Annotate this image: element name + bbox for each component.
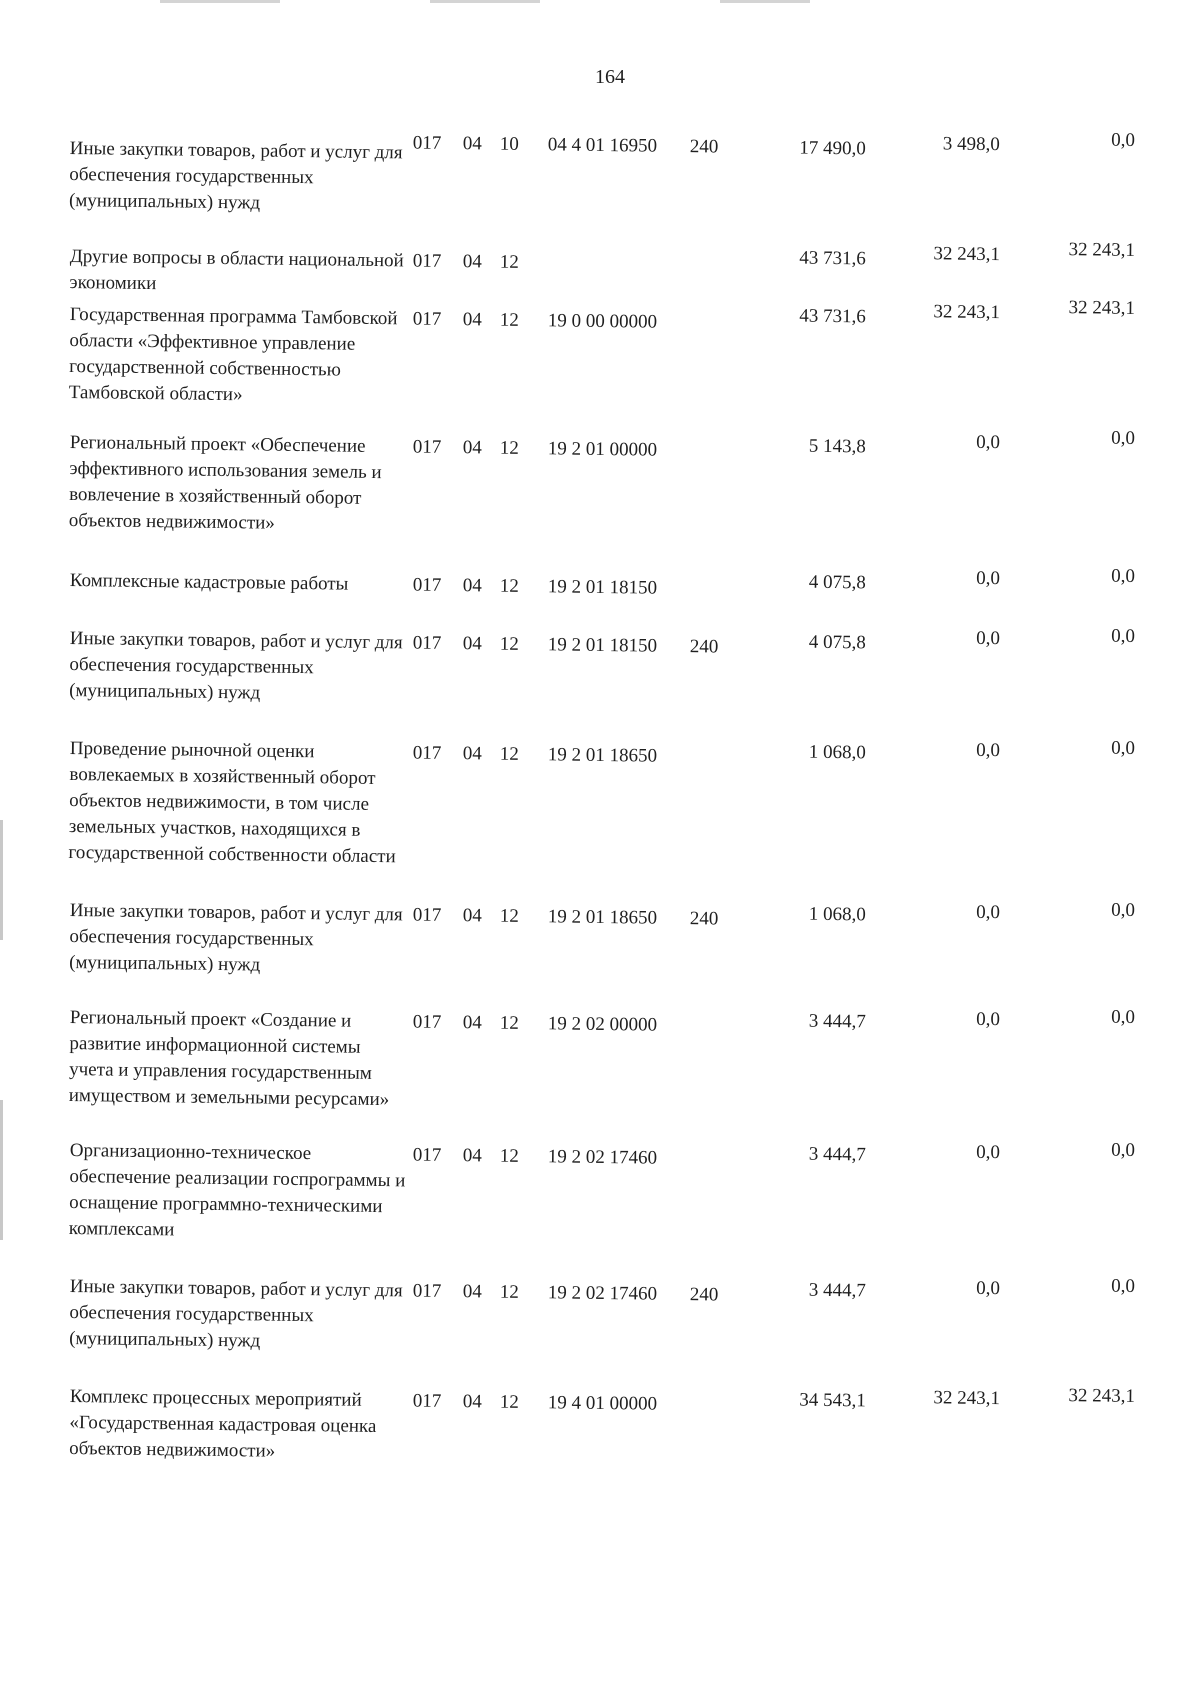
amount-year-3: 0,0: [1111, 129, 1136, 151]
amount-year-1: 4 075,8: [808, 631, 866, 654]
table-row: [0, 565, 1200, 599]
section-code: 04: [462, 905, 482, 927]
row-name: Иные закупки товаров, работ и услуг для обеспечения государственных (муниципальных) нужд: [68, 137, 403, 214]
section-code: 04: [462, 1145, 482, 1167]
target-article-code: 19 2 02 17460: [547, 1282, 658, 1305]
amount-year-3: 0,0: [1111, 565, 1136, 587]
subsection-code: 12: [499, 1145, 519, 1167]
row-name: Государственная программа Тамбовской области «Эффективное управление государственной собственностью Тамбовской области»: [68, 303, 398, 406]
subsection-code: 12: [499, 743, 519, 765]
amount-year-3: 0,0: [1111, 625, 1136, 647]
ved-code: 017: [412, 742, 442, 764]
row-name: Иные закупки товаров, работ и услуг для обеспечения государственных (муниципальных) нужд: [69, 627, 403, 704]
amount-year-2: 32 243,1: [933, 1387, 1001, 1410]
target-article-code: 19 4 01 00000: [547, 1392, 658, 1415]
subsection-code: 12: [499, 437, 519, 459]
amount-year-3: 0,0: [1111, 427, 1136, 449]
amount-year-3: 0,0: [1111, 1139, 1136, 1161]
subsection-code: 12: [499, 905, 519, 927]
amount-year-2: 0,0: [976, 901, 1001, 924]
scan-artifact: [160, 0, 280, 3]
expense-type-code: 240: [689, 1284, 719, 1306]
table-row: [0, 1004, 1200, 1111]
table-row: [0, 735, 1200, 868]
section-code: 04: [462, 251, 482, 273]
ved-code: 017: [412, 1144, 442, 1166]
row-name: Организационно-техническое обеспечение реализации госпрограммы и оснащение программно-техническими комплексами: [68, 1139, 406, 1241]
target-article-code: 19 2 02 17460: [547, 1146, 658, 1169]
amount-year-1: 3 444,7: [808, 1279, 866, 1302]
section-code: 04: [462, 1391, 482, 1413]
table-row: [0, 125, 1200, 214]
amount-year-1: 3 444,7: [808, 1010, 866, 1033]
amount-year-1: 5 143,8: [808, 435, 866, 458]
section-code: 04: [462, 133, 482, 155]
table-row: [0, 1273, 1200, 1352]
margin-mark: [0, 820, 3, 940]
amount-year-1: 43 731,6: [799, 305, 867, 328]
amount-year-2: 0,0: [976, 1277, 1001, 1300]
expense-type-code: 240: [689, 908, 719, 930]
amount-year-1: 34 543,1: [799, 1389, 866, 1412]
amount-year-2: 0,0: [976, 627, 1001, 650]
expense-type-code: 240: [689, 136, 719, 158]
row-name: Региональный проект «Обеспечение эффективного использования земель и вовлечение в хозяйственный оборот объектов недвижимости»: [68, 431, 382, 534]
amount-year-1: 17 490,0: [799, 137, 866, 160]
row-name: Иные закупки товаров, работ и услуг для обеспечения государственных (муниципальных) нужд: [69, 1275, 403, 1352]
ved-code: 017: [412, 574, 442, 596]
amount-year-2: 0,0: [976, 739, 1001, 762]
amount-year-2: 32 243,1: [933, 243, 1001, 266]
section-code: 04: [462, 743, 482, 765]
amount-year-3: 0,0: [1111, 1275, 1136, 1297]
section-code: 04: [462, 1281, 482, 1303]
scan-artifact: [430, 0, 540, 3]
scan-artifact: [720, 0, 810, 3]
ved-code: 017: [412, 436, 442, 458]
table-row: [0, 1137, 1200, 1241]
target-article-code: 19 2 01 18150: [547, 634, 658, 657]
ved-code: 017: [412, 308, 442, 330]
subsection-code: 12: [499, 1391, 519, 1413]
table-row: [0, 239, 1200, 295]
section-code: 04: [462, 575, 482, 597]
amount-year-3: 0,0: [1111, 899, 1136, 921]
row-name: Другие вопросы в области национальной экономики: [69, 245, 404, 295]
amount-year-1: 4 075,8: [808, 571, 867, 594]
ved-code: 017: [412, 1011, 442, 1033]
row-name: Иные закупки товаров, работ и услуг для обеспечения государственных (муниципальных) нужд: [69, 899, 403, 976]
amount-year-3: 0,0: [1111, 737, 1136, 759]
amount-year-3: 32 243,1: [1068, 1385, 1136, 1407]
table-row: [0, 625, 1200, 704]
row-name: Проведение рыночной оценки вовлекаемых в хозяйственный оборот объектов недвижимости, в том числе земельных участков, находящихся в государственной собственности области: [68, 737, 396, 868]
target-article-code: 19 2 01 18650: [547, 906, 658, 929]
table-row: [0, 897, 1200, 976]
section-code: 04: [462, 309, 482, 331]
ved-code: 017: [412, 632, 442, 654]
amount-year-3: 0,0: [1111, 1006, 1136, 1028]
subsection-code: 12: [499, 1281, 519, 1303]
table-row: [0, 427, 1200, 534]
section-code: 04: [462, 437, 482, 459]
target-article-code: 19 2 01 18150: [547, 576, 658, 599]
amount-year-1: 1 068,0: [808, 903, 866, 926]
subsection-code: 12: [499, 251, 519, 273]
amount-year-2: 0,0: [976, 1008, 1001, 1031]
subsection-code: 12: [499, 309, 519, 331]
amount-year-2: 0,0: [976, 567, 1001, 590]
row-name: Комплексные кадастровые работы: [69, 569, 349, 595]
expense-type-code: 240: [689, 636, 719, 658]
subsection-code: 10: [499, 133, 519, 155]
subsection-code: 12: [499, 633, 519, 655]
ved-code: 017: [412, 1390, 442, 1412]
ved-code: 017: [412, 250, 442, 272]
amount-year-1: 43 731,6: [799, 247, 867, 270]
section-code: 04: [462, 633, 482, 655]
subsection-code: 12: [499, 1012, 519, 1034]
amount-year-2: 0,0: [976, 1141, 1001, 1164]
ved-code: 017: [412, 1280, 442, 1302]
target-article-code: 19 2 01 00000: [547, 438, 658, 461]
amount-year-1: 1 068,0: [808, 741, 866, 764]
table-row: [0, 1383, 1200, 1462]
row-name: Региональный проект «Создание и развитие информационной системы учета и управления государственным имуществом и земельными ресурсами»: [68, 1006, 390, 1111]
amount-year-1: 3 444,7: [808, 1143, 866, 1166]
subsection-code: 12: [499, 575, 519, 597]
table-row: [0, 297, 1200, 406]
page-number: 164: [595, 66, 625, 88]
target-article-code: 19 2 01 18650: [547, 744, 658, 767]
amount-year-2: 3 498,0: [942, 133, 1000, 156]
amount-year-3: 32 243,1: [1068, 297, 1136, 319]
target-article-code: 19 0 00 00000: [547, 310, 658, 333]
target-article-code: 19 2 02 00000: [547, 1013, 658, 1036]
ved-code: 017: [412, 904, 442, 926]
amount-year-2: 0,0: [976, 431, 1001, 454]
amount-year-3: 32 243,1: [1068, 239, 1136, 261]
section-code: 04: [462, 1012, 482, 1034]
amount-year-2: 32 243,1: [933, 301, 1001, 324]
row-name: Комплекс процессных мероприятий «Государственная кадастровая оценка объектов недвижимости»: [69, 1385, 377, 1462]
target-article-code: 04 4 01 16950: [547, 134, 658, 157]
ved-code: 017: [412, 132, 442, 154]
margin-mark: [0, 1100, 3, 1240]
